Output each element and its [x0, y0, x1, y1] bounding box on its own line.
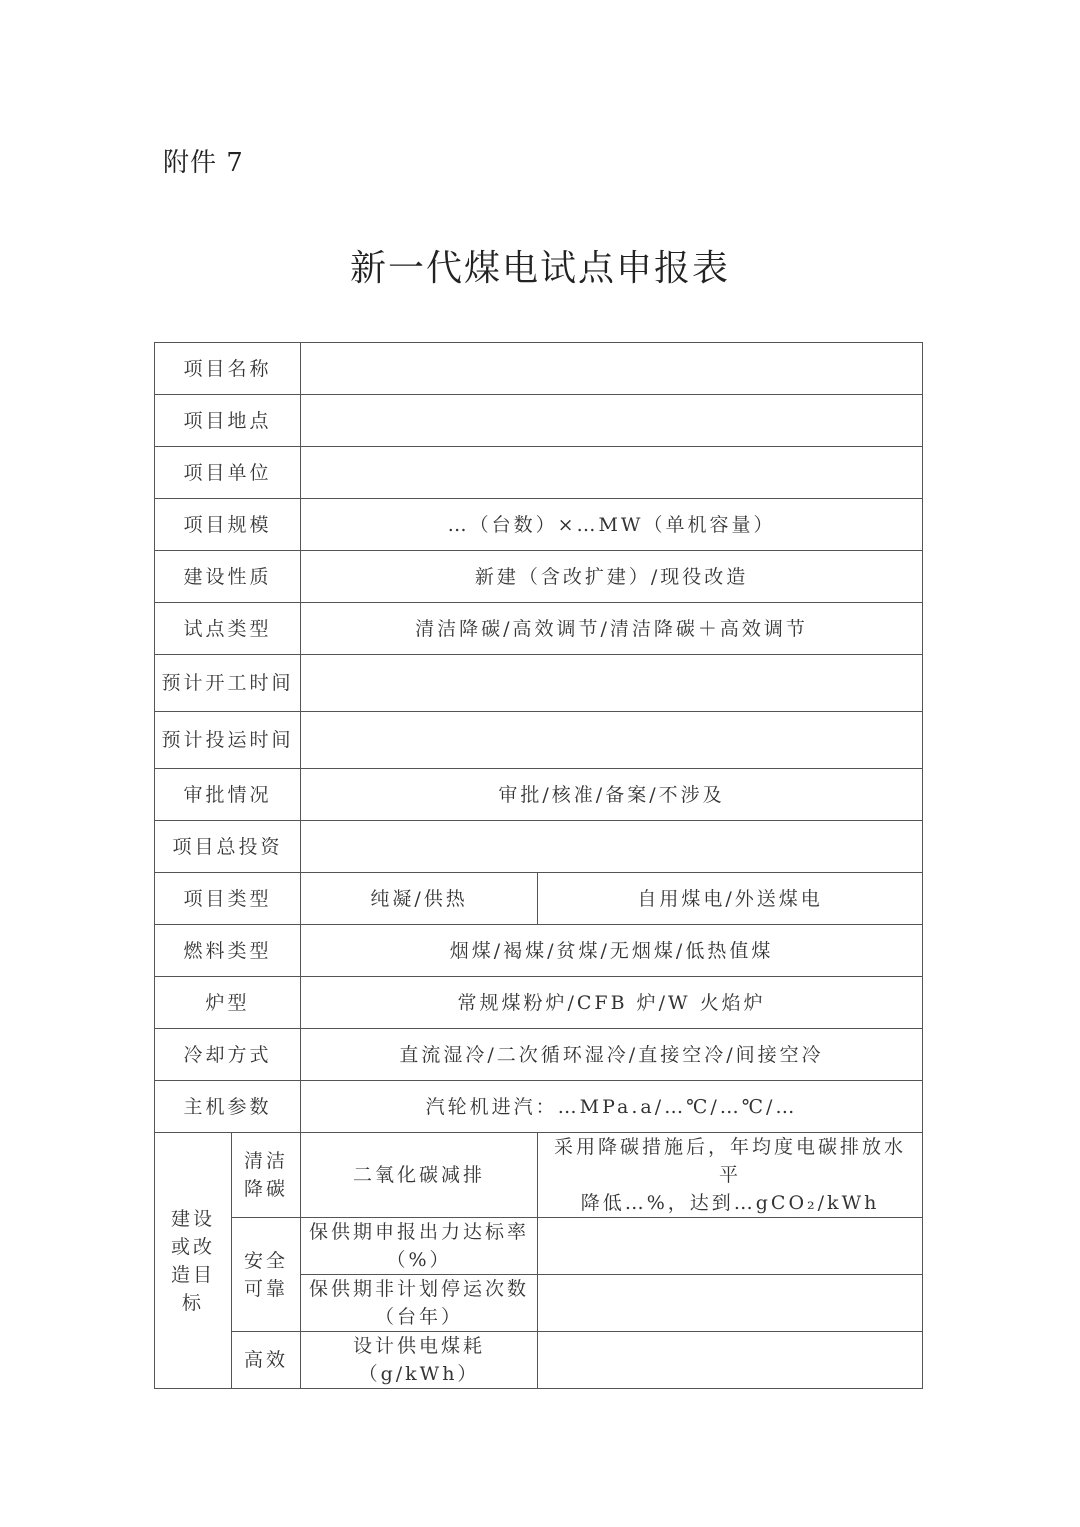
row-approval — [155, 769, 923, 821]
row-cooling — [155, 1029, 923, 1081]
label-construction-nature: 建设性质 — [155, 551, 301, 603]
row-pilot-type — [155, 603, 923, 655]
field-pilot-type[interactable]: 清洁降碳/高效调节/清洁降碳＋高效调节 — [301, 603, 923, 655]
label-approval: 审批情况 — [155, 769, 301, 821]
form-title: 新一代煤电试点申报表 — [349, 248, 730, 289]
field-unplanned-outage[interactable] — [538, 1275, 923, 1332]
label-goals: 建设或改造目标 — [155, 1133, 232, 1389]
label-goal-safety: 安全可靠 — [232, 1218, 301, 1332]
field-investment[interactable] — [301, 821, 923, 873]
row-project-unit — [155, 447, 923, 499]
field-project-unit[interactable] — [301, 447, 923, 499]
label-fuel-type: 燃料类型 — [155, 925, 301, 977]
label-project-scale: 项目规模 — [155, 499, 301, 551]
row-project-name — [155, 343, 923, 395]
row-goal-clean — [155, 1133, 923, 1218]
row-main-params — [155, 1081, 923, 1133]
label-project-type: 项目类型 — [155, 873, 301, 925]
field-boiler-type[interactable]: 常规煤粉炉/CFB 炉/W 火焰炉 — [301, 977, 923, 1029]
row-boiler-type — [155, 977, 923, 1029]
row-construction-nature — [155, 551, 923, 603]
label-project-name: 项目名称 — [155, 343, 301, 395]
label-cooling: 冷却方式 — [155, 1029, 301, 1081]
field-project-type-b[interactable]: 自用煤电/外送煤电 — [538, 873, 923, 925]
label-project-location: 项目地点 — [155, 395, 301, 447]
field-main-params[interactable]: 汽轮机进汽：…MPa.a/…℃/…℃/… — [301, 1081, 923, 1133]
row-operation-time — [155, 712, 923, 769]
field-fuel-type[interactable]: 烟煤/褐煤/贫煤/无烟煤/低热值煤 — [301, 925, 923, 977]
field-approval[interactable]: 审批/核准/备案/不涉及 — [301, 769, 923, 821]
label-project-unit: 项目单位 — [155, 447, 301, 499]
field-output-rate[interactable] — [538, 1218, 923, 1275]
field-project-type-a[interactable]: 纯凝/供热 — [301, 873, 538, 925]
co2-line-1: 采用降碳措施后，年均度电碳排放水平 — [554, 1136, 907, 1186]
row-goal-efficiency — [155, 1332, 923, 1389]
row-fuel-type — [155, 925, 923, 977]
field-coal-consumption[interactable] — [538, 1332, 923, 1389]
row-goal-safety-1 — [155, 1218, 923, 1275]
field-operation-time[interactable] — [301, 712, 923, 769]
application-form-table — [154, 342, 923, 1389]
label-investment: 项目总投资 — [155, 821, 301, 873]
row-start-time — [155, 655, 923, 712]
item-co2-reduction: 二氧化碳减排 — [301, 1133, 538, 1218]
co2-line-2: 降低…%，达到…gCO₂/kWh — [580, 1192, 880, 1214]
annex-label: 附件 7 — [163, 148, 244, 178]
row-investment — [155, 821, 923, 873]
field-construction-nature[interactable]: 新建（含改扩建）/现役改造 — [301, 551, 923, 603]
item-coal-consumption: 设计供电煤耗（g/kWh） — [301, 1332, 538, 1389]
field-project-location[interactable] — [301, 395, 923, 447]
label-operation-time: 预计投运时间 — [155, 712, 301, 769]
label-goal-efficiency: 高效 — [232, 1332, 301, 1389]
field-cooling[interactable]: 直流湿冷/二次循环湿冷/直接空冷/间接空冷 — [301, 1029, 923, 1081]
field-project-scale[interactable]: …（台数）×…MW（单机容量） — [301, 499, 923, 551]
label-goal-clean: 清洁降碳 — [232, 1133, 301, 1218]
item-output-rate: 保供期申报出力达标率（%） — [301, 1218, 538, 1275]
row-project-location — [155, 395, 923, 447]
row-project-scale — [155, 499, 923, 551]
label-main-params: 主机参数 — [155, 1081, 301, 1133]
label-start-time: 预计开工时间 — [155, 655, 301, 712]
field-start-time[interactable] — [301, 655, 923, 712]
field-co2-reduction[interactable] — [538, 1133, 923, 1218]
field-project-name[interactable] — [301, 343, 923, 395]
row-project-type — [155, 873, 923, 925]
label-pilot-type: 试点类型 — [155, 603, 301, 655]
item-unplanned-outage: 保供期非计划停运次数（台年） — [301, 1275, 538, 1332]
label-boiler-type: 炉型 — [155, 977, 301, 1029]
